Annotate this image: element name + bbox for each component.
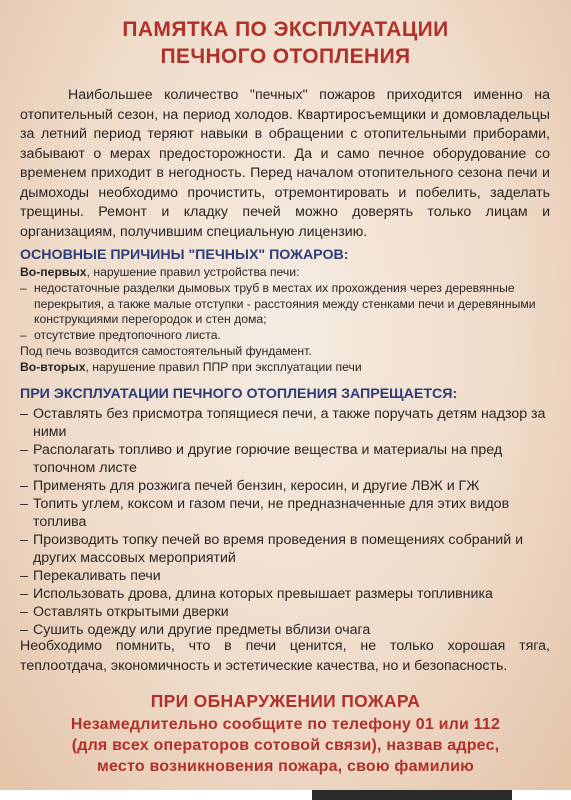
cause-item (20, 328, 550, 344)
prohibited-list (20, 405, 550, 639)
causes-block (20, 265, 550, 376)
second-cause (20, 360, 550, 376)
dash-marker: – (20, 568, 28, 584)
prohibited-item-text: Сушить одежду или другие предметы вблизи очага (33, 622, 371, 638)
prohibited-item-text: Оставлять открытыми дверки (33, 604, 229, 620)
second-text: , нарушение правил ППР при эксплуатации печи (85, 359, 362, 374)
intro-paragraph: Наибольшее количество "печных" пожаров приходится именно на отопительный сезон, на период холодов. Квартиросъемщики и домовладельцы за летний период теряют навыки в обращении с отопительными приборами, забывают о мерах предосторожности. Да и само печное оборудование со временем приходит в негодность. Перед началом отопительного сезона печи и дымоходы необходимо прочистить, отремонтировать и побелить, заделать трещины. Ремонт и кладку печей можно доверять только лицам и организациям, получившим специальную лицензию. (20, 87, 550, 240)
page-title (0, 16, 571, 70)
closing-paragraph: Необходимо помнить, что в печи ценится, не только хорошая тяга, теплоотдача, экономичность и эстетические качества, но и безопасность. (20, 638, 550, 674)
prohibited-item-text: Оставлять без присмотра топящиеся печи, а также поручать детям надзор за ними (33, 406, 546, 440)
dash-marker: – (20, 496, 28, 512)
dash-marker: – (20, 442, 28, 458)
scan-artifact (312, 790, 512, 800)
prohibited-item (20, 531, 550, 567)
dash-marker: – (20, 532, 28, 548)
prohibited-heading: ПРИ ЭКСПЛУАТАЦИИ ПЕЧНОГО ОТОПЛЕНИЯ ЗАПРЕЩАЕТСЯ: (20, 386, 458, 402)
dash-marker: – (20, 328, 27, 343)
cause-item-text: отсутствие предтопочного листа. (34, 328, 221, 343)
dash-marker: – (20, 622, 28, 638)
first-text: , нарушение правил устройства печи: (86, 265, 300, 279)
first-cause (20, 265, 550, 281)
prohibited-item-text: Применять для розжига печей бензин, керосин, и другие ЛВЖ и ГЖ (33, 478, 480, 494)
prohibited-item-text: Перекаливать печи (33, 568, 161, 584)
fire-alert-text (0, 714, 571, 777)
prohibited-item (20, 603, 550, 621)
prohibited-item-text: Располагать топливо и другие горючие вещества и материалы на пред топочном листе (33, 442, 503, 476)
prohibited-item (20, 585, 550, 603)
cause-item (20, 281, 550, 328)
causes-heading: ОСНОВНЫЕ ПРИЧИНЫ "ПЕЧНЫХ" ПОЖАРОВ: (20, 247, 349, 263)
dash-marker: – (20, 406, 28, 422)
prohibited-item-text: Использовать дрова, длина которых превышает размеры топливника (33, 586, 493, 602)
alert-line-2: (для всех операторов сотовой связи), назвав адрес, (71, 737, 500, 754)
scan-bottom-edge (0, 790, 571, 800)
prohibited-item (20, 405, 550, 441)
title-line-2: ПЕЧНОГО ОТОПЛЕНИЯ (160, 45, 411, 68)
cause-item-text: недостаточные разделки дымовых труб в местах их прохождения через деревянные перекрытия, а также малые отступки - расстояния между стенками печи и деревянными конструкциями перегородок и стен дома; (34, 280, 536, 327)
prohibited-item-text: Топить углем, коксом и газом печи, не предназначенные для этих видов топлива (33, 496, 510, 530)
title-line-1: ПАМЯТКА ПО ЭКСПЛУАТАЦИИ (122, 18, 449, 41)
prohibited-item-text: Производить топку печей во время проведения в помещениях собраний и других массовых мероприятий (33, 532, 524, 566)
second-label: Во-вторых (20, 359, 86, 374)
foundation-note: Под печь возводится самостоятельный фундамент. (20, 343, 312, 358)
prohibited-item (20, 477, 550, 495)
first-label: Во-первых (20, 265, 87, 279)
fire-alert-heading: ПРИ ОБНАРУЖЕНИИ ПОЖАРА (150, 691, 421, 711)
alert-line-3: место возникновения пожара, свою фамилию (96, 758, 475, 775)
dash-marker: – (20, 586, 28, 602)
prohibited-item (20, 567, 550, 585)
alert-line-1: Незамедлительно сообщите по телефону 01 или 112 (70, 716, 501, 733)
dash-marker: – (20, 478, 28, 494)
prohibited-item (20, 441, 550, 477)
prohibited-item (20, 495, 550, 531)
dash-marker: – (20, 604, 28, 620)
dash-marker: – (20, 280, 27, 295)
